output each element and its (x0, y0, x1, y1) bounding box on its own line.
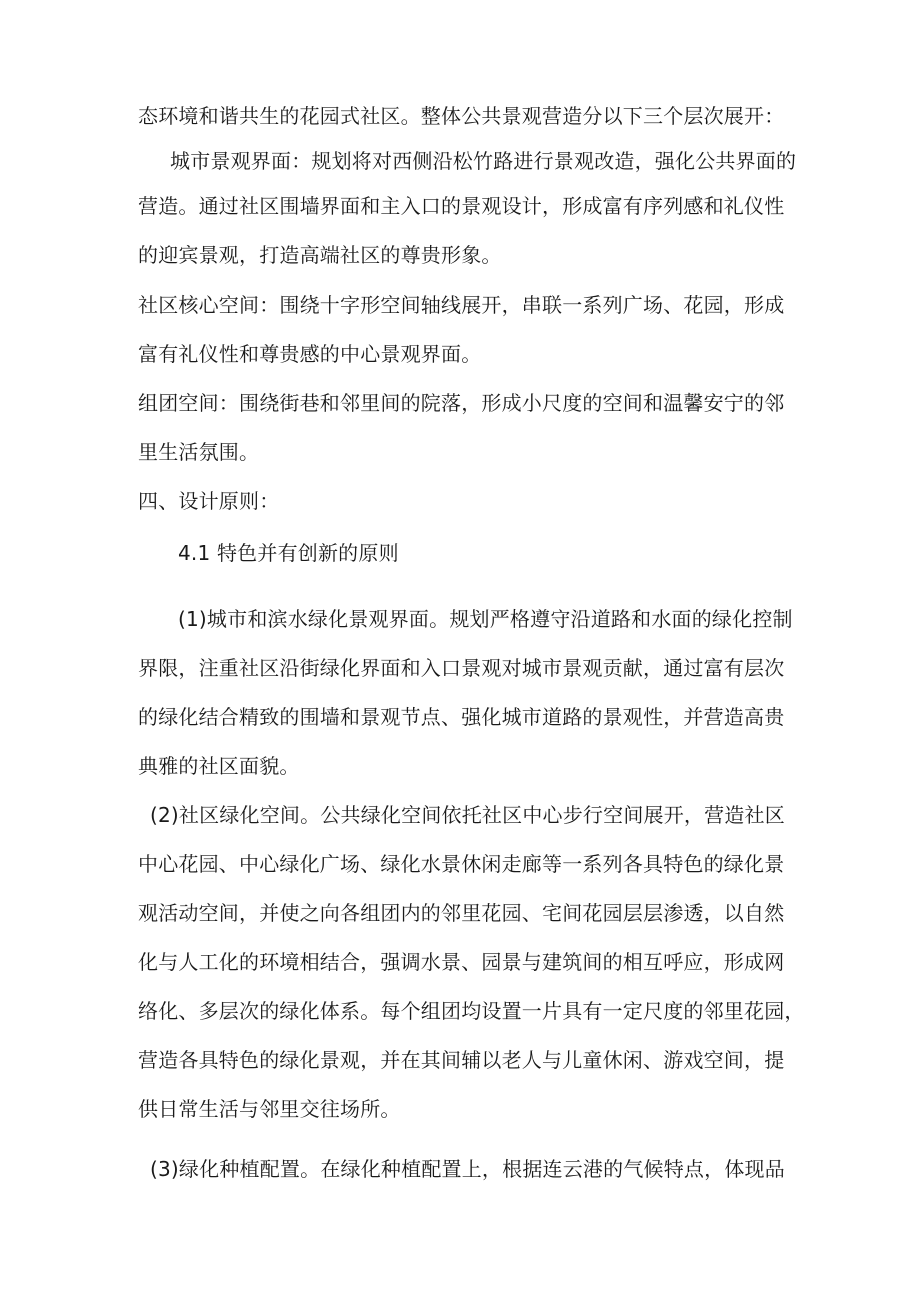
paragraph-line: 络化、多层次的绿化体系。每个组团均设置一片具有一定尺度的邻里花园， (138, 999, 805, 1023)
paragraph-line: 营造各具特色的绿化景观，并在其间辅以老人与儿童休闲、游戏空间，提 (138, 1048, 785, 1072)
subsection-heading: 4.1 特色并有创新的原则 (178, 541, 399, 565)
paragraph-line: 态环境和谐共生的花园式社区。整体公共景观营造分以下三个层次展开： (138, 104, 785, 128)
paragraph-line: 组团空间：围绕街巷和邻里间的院落，形成小尺度的空间和温馨安宁的邻 (138, 391, 785, 415)
paragraph-line: 营造。通过社区围墙界面和主入口的景观设计，形成富有序列感和礼仪性 (138, 194, 785, 218)
paragraph-line: 观活动空间，并使之向各组团内的邻里花园、宅间花园层层渗透，以自然 (138, 901, 785, 925)
paragraph-line: 社区核心空间：围绕十字形空间轴线展开，串联一系列广场、花园，形成 (138, 293, 785, 317)
paragraph-line: 的绿化结合精致的围墙和景观节点、强化城市道路的景观性，并营造高贵 (138, 705, 785, 729)
paragraph-line: (2)社区绿化空间。公共绿化空间依托社区中心步行空间展开，营造社区 (150, 803, 785, 827)
section-heading: 四、设计原则： (138, 489, 280, 513)
paragraph-line: 富有礼仪性和尊贵感的中心景观界面。 (138, 342, 482, 366)
paragraph-line: 城市景观界面：规划将对西侧沿松竹路进行景观改造，强化公共界面的 (170, 149, 797, 173)
paragraph-line: 中心花园、中心绿化广场、绿化水景休闲走廊等一系列各具特色的绿化景 (138, 852, 785, 876)
paragraph-line: 供日常生活与邻里交往场所。 (138, 1097, 401, 1121)
paragraph-line: 典雅的社区面貌。 (138, 754, 300, 778)
paragraph-line: 里生活氛围。 (138, 440, 260, 464)
paragraph-line: 界限，注重社区沿街绿化界面和入口景观对城市景观贡献，通过富有层次 (138, 656, 785, 680)
paragraph-line: (3)绿化种植配置。在绿化种植配置上，根据连云港的气候特点，体现品 (150, 1157, 785, 1181)
paragraph-line: 的迎宾景观，打造高端社区的尊贵形象。 (138, 243, 502, 267)
paragraph-line: 化与人工化的环境相结合，强调水景、园景与建筑间的相互呼应，形成网 (138, 950, 785, 974)
paragraph-line: (1)城市和滨水绿化景观界面。规划严格遵守沿道路和水面的绿化控制 (178, 607, 793, 631)
